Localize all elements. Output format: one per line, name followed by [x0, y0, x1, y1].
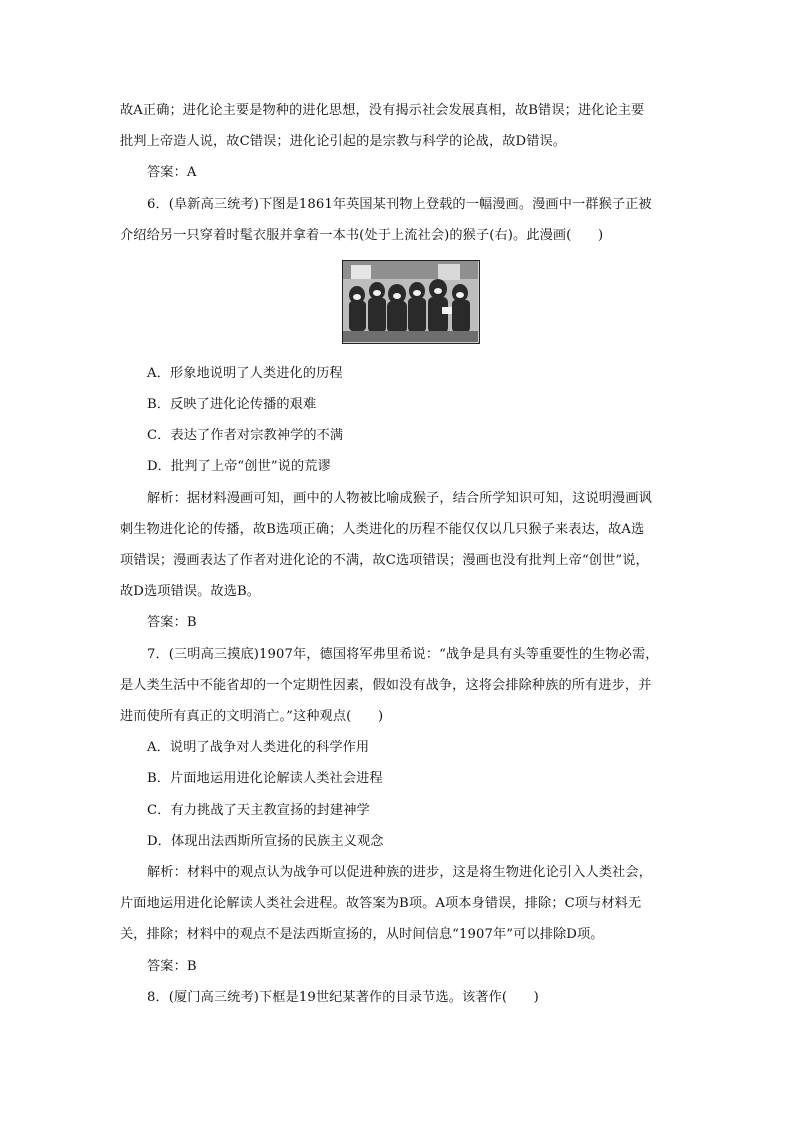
- monkey-cartoon-illustration: [342, 260, 480, 344]
- answer-line: 答案：B: [147, 959, 197, 974]
- explanation-line: 项错误；漫画表达了作者对进化论的不满，故C选项错误；漫画也没有批判上帝“创世”说，: [120, 553, 649, 568]
- question-6-stem: 6．(阜新高三统考)下图是1861年英国某刊物上登载的一幅漫画。漫画中一群猴子正被: [147, 197, 652, 212]
- option-c: C．有力挑战了天主教宣扬的封建神学: [147, 803, 370, 818]
- explanation-line: 故D选项错误。故选B。: [120, 584, 261, 599]
- option-c: C．表达了作者对宗教神学的不满: [147, 428, 344, 443]
- answer-line: 答案：A: [147, 165, 197, 180]
- option-a: A．说明了战争对人类进化的科学作用: [147, 740, 370, 755]
- explanation-line: 片面地运用进化论解读人类社会进程。故答案为B项。A项本身错误，排除；C项与材料无: [120, 896, 642, 911]
- cartoon-drawing: [343, 261, 478, 342]
- option-d: D．体现出法西斯所宣扬的民族主义观念: [147, 834, 384, 849]
- explanation-line: 关，排除；材料中的观点不是法西斯宣扬的，从时间信息“1907年”可以排除D项。: [120, 927, 604, 942]
- option-b: B．反映了进化论传播的艰难: [147, 397, 317, 412]
- option-d: D．批判了上帝“创世”说的荒谬: [147, 459, 331, 474]
- explanation-line: 解析：材料中的观点认为战争可以促进种族的进步，这是将生物进化论引入人类社会，: [147, 865, 652, 880]
- option-b: B．片面地运用进化论解读人类社会进程: [147, 771, 383, 786]
- question-8-stem: 8．(厦门高三统考)下框是19世纪某著作的目录节选。该著作( ): [147, 990, 539, 1005]
- question-7-stem-cont: 是人类生活中不能省却的一个定期性因素，假如没有战争，这将会排除种族的所有进步，并: [120, 678, 652, 693]
- question-7-stem-cont: 进而使所有真正的文明消亡。”这种观点( ): [120, 709, 384, 724]
- option-a: A．形象地说明了人类进化的历程: [147, 366, 343, 381]
- answer-line: 答案：B: [147, 615, 197, 630]
- question-7-stem: 7．(三明高三摸底)1907年，德国将军弗里希说：“战争是具有头等重要性的生物必需，: [147, 647, 659, 662]
- explanation-line: 刺生物进化论的传播，故B选项正确；人类进化的历程不能仅仅以几只猴子来表达，故A选: [120, 522, 645, 537]
- question-6-stem-cont: 介绍给另一只穿着时髦衣服并拿着一本书(处于上流社会)的猴子(右)。此漫画( ): [120, 228, 604, 243]
- text-line: 故A正确；进化论主要是物种的进化思想，没有揭示社会发展真相，故B错误；进化论主要: [120, 103, 645, 118]
- text-line: 批判上帝造人说，故C错误；进化论引起的是宗教与科学的论战，故D错误。: [120, 134, 567, 149]
- explanation-line: 解析：据材料漫画可知，画中的人物被比喻成猴子，结合所学知识可知，这说明漫画讽: [147, 491, 652, 506]
